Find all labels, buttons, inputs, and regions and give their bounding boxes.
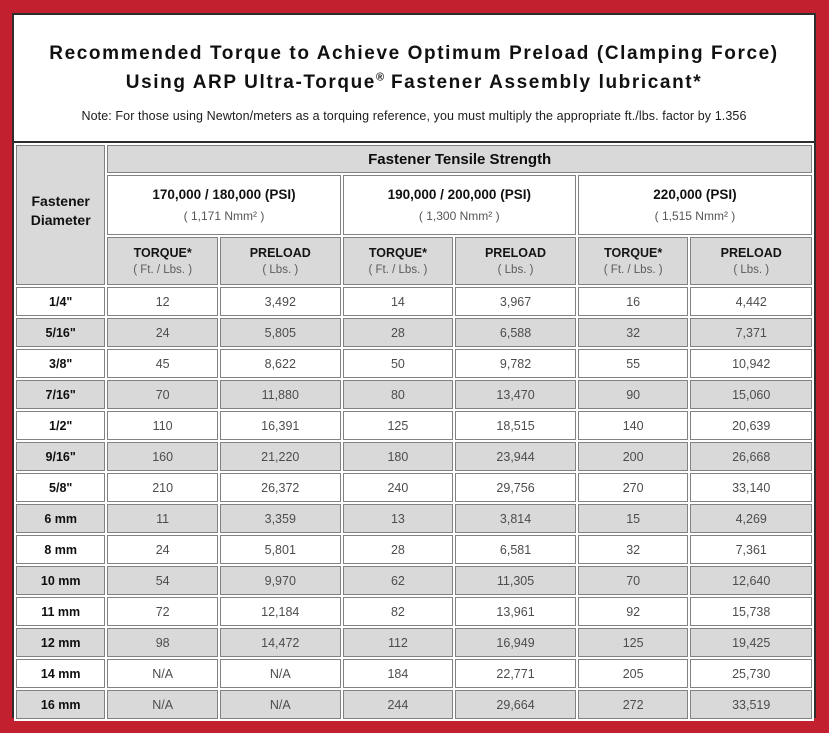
preload-value-cell: N/A	[220, 659, 341, 688]
torque-value-cell: 24	[107, 535, 218, 564]
torque-value-cell: N/A	[107, 690, 218, 719]
torque-value-cell: 240	[343, 473, 454, 502]
table-row	[16, 318, 812, 347]
nmm-rating-label: ( 1,171 Nmm² )	[183, 209, 265, 223]
table-row	[16, 628, 812, 657]
preload-label: PRELOAD	[249, 246, 311, 260]
torque-unit-label: ( Ft. / Lbs. )	[368, 264, 428, 276]
fastener-diameter-cell: 9/16"	[16, 442, 105, 471]
psi-rating-label: 190,000 / 200,000 (PSI)	[387, 187, 531, 202]
torque-value-cell: 11	[107, 504, 218, 533]
preload-value-cell: 16,949	[455, 628, 576, 657]
torque-value-cell: 80	[343, 380, 454, 409]
torque-value-cell: 272	[578, 690, 689, 719]
torque-value-cell: 16	[578, 287, 689, 316]
torque-value-cell: 140	[578, 411, 689, 440]
newton-meters-note: Note: For those using Newton/meters as a torquing reference, you must multiply the appropriate ft./lbs. factor by 1.356	[81, 109, 747, 124]
corner-label-line2: Diameter	[30, 212, 91, 228]
torque-value-cell: 62	[343, 566, 454, 595]
fastener-diameter-cell: 1/2"	[16, 411, 105, 440]
preload-value-cell: 3,814	[455, 504, 576, 533]
torque-value-cell: 13	[343, 504, 454, 533]
preload-value-cell: 14,472	[220, 628, 341, 657]
preload-value-cell: 12,640	[690, 566, 812, 595]
preload-value-cell: 15,060	[690, 380, 812, 409]
preload-value-cell: 5,805	[220, 318, 341, 347]
torque-value-cell: 14	[343, 287, 454, 316]
preload-unit-label: ( Lbs. )	[262, 264, 299, 276]
torque-value-cell: 98	[107, 628, 218, 657]
torque-value-cell: 125	[578, 628, 689, 657]
preload-value-cell: 3,359	[220, 504, 341, 533]
preload-value-cell: 20,639	[690, 411, 812, 440]
torque-value-cell: 28	[343, 318, 454, 347]
preload-value-cell: 26,668	[690, 442, 812, 471]
preload-column-header	[220, 237, 341, 285]
fastener-diameter-cell: 3/8"	[16, 349, 105, 378]
torque-column-header	[107, 237, 218, 285]
fastener-diameter-cell: 8 mm	[16, 535, 105, 564]
preload-value-cell: 21,220	[220, 442, 341, 471]
preload-value-cell: 8,622	[220, 349, 341, 378]
table-row	[16, 597, 812, 626]
torque-unit-label: ( Ft. / Lbs. )	[603, 264, 663, 276]
table-row	[16, 566, 812, 595]
corner-label-line1: Fastener	[31, 193, 90, 210]
torque-value-cell: N/A	[107, 659, 218, 688]
preload-value-cell: 9,782	[455, 349, 576, 378]
fastener-diameter-cell: 12 mm	[16, 628, 105, 657]
preload-value-cell: 3,492	[220, 287, 341, 316]
torque-value-cell: 72	[107, 597, 218, 626]
table-row	[16, 473, 812, 502]
page-title-line-1: Recommended Torque to Achieve Optimum Preload (Clamping Force)	[49, 42, 779, 64]
torque-value-cell: 82	[343, 597, 454, 626]
torque-value-cell: 45	[107, 349, 218, 378]
torque-value-cell: 110	[107, 411, 218, 440]
preload-value-cell: 19,425	[690, 628, 812, 657]
strength-group-header-170-180	[107, 175, 340, 235]
preload-value-cell: 9,970	[220, 566, 341, 595]
preload-value-cell: 7,371	[690, 318, 812, 347]
fastener-diameter-cell: 1/4"	[16, 287, 105, 316]
preload-label: PRELOAD	[720, 246, 782, 260]
preload-value-cell: 29,756	[455, 473, 576, 502]
torque-value-cell: 244	[343, 690, 454, 719]
table-row	[16, 442, 812, 471]
preload-value-cell: 29,664	[455, 690, 576, 719]
preload-unit-label: ( Lbs. )	[733, 264, 770, 276]
torque-unit-label: ( Ft. / Lbs. )	[133, 264, 193, 276]
torque-label: TORQUE*	[604, 246, 663, 260]
torque-value-cell: 15	[578, 504, 689, 533]
fastener-diameter-cell: 11 mm	[16, 597, 105, 626]
table-row	[16, 535, 812, 564]
torque-value-cell: 180	[343, 442, 454, 471]
fastener-diameter-cell: 14 mm	[16, 659, 105, 688]
preload-value-cell: 11,305	[455, 566, 576, 595]
torque-value-cell: 28	[343, 535, 454, 564]
torque-preload-header-row	[16, 237, 812, 285]
preload-unit-label: ( Lbs. )	[497, 264, 534, 276]
torque-value-cell: 112	[343, 628, 454, 657]
torque-column-header	[343, 237, 454, 285]
table-body	[16, 287, 812, 719]
strength-group-header-190-200	[343, 175, 576, 235]
preload-value-cell: 15,738	[690, 597, 812, 626]
torque-column-header	[578, 237, 689, 285]
torque-value-cell: 210	[107, 473, 218, 502]
preload-value-cell: 4,442	[690, 287, 812, 316]
title-line2-text-cont: Fastener Assembly lubricant*	[384, 72, 703, 93]
table-row	[16, 504, 812, 533]
psi-rating-label: 220,000 (PSI)	[653, 187, 737, 202]
psi-rating-header-row	[16, 175, 812, 235]
torque-value-cell: 200	[578, 442, 689, 471]
preload-value-cell: 10,942	[690, 349, 812, 378]
preload-value-cell: 3,967	[455, 287, 576, 316]
torque-value-cell: 55	[578, 349, 689, 378]
torque-value-cell: 205	[578, 659, 689, 688]
preload-value-cell: 13,470	[455, 380, 576, 409]
preload-value-cell: 33,140	[690, 473, 812, 502]
torque-value-cell: 125	[343, 411, 454, 440]
torque-value-cell: 24	[107, 318, 218, 347]
torque-value-cell: 160	[107, 442, 218, 471]
preload-value-cell: 13,961	[455, 597, 576, 626]
content-panel	[12, 13, 816, 718]
fastener-diameter-cell: 5/16"	[16, 318, 105, 347]
torque-value-cell: 32	[578, 535, 689, 564]
preload-value-cell: 26,372	[220, 473, 341, 502]
table-row	[16, 380, 812, 409]
nmm-rating-label: ( 1,515 Nmm² )	[654, 209, 736, 223]
preload-label: PRELOAD	[484, 246, 547, 260]
strength-group-header-220	[578, 175, 812, 235]
torque-label: TORQUE*	[133, 246, 192, 260]
tensile-strength-header-row	[16, 145, 812, 173]
preload-value-cell: 6,588	[455, 318, 576, 347]
torque-value-cell: 270	[578, 473, 689, 502]
torque-spec-table	[14, 141, 814, 721]
table-row	[16, 690, 812, 719]
preload-value-cell: 18,515	[455, 411, 576, 440]
preload-value-cell: 33,519	[690, 690, 812, 719]
preload-value-cell: 4,269	[690, 504, 812, 533]
fastener-diameter-cell: 6 mm	[16, 504, 105, 533]
torque-value-cell: 50	[343, 349, 454, 378]
table-row	[16, 411, 812, 440]
preload-value-cell: 11,880	[220, 380, 341, 409]
preload-value-cell: 23,944	[455, 442, 576, 471]
fastener-diameter-cell: 10 mm	[16, 566, 105, 595]
page-title-line-2	[126, 68, 702, 97]
table-row	[16, 349, 812, 378]
torque-value-cell: 54	[107, 566, 218, 595]
psi-rating-label: 170,000 / 180,000 (PSI)	[152, 187, 296, 202]
title-line2-text: Using ARP Ultra-Torque	[125, 72, 376, 93]
torque-value-cell: 12	[107, 287, 218, 316]
title-area	[14, 15, 814, 141]
preload-value-cell: 22,771	[455, 659, 576, 688]
torque-value-cell: 70	[107, 380, 218, 409]
fastener-diameter-cell: 16 mm	[16, 690, 105, 719]
table-row	[16, 659, 812, 688]
table-row	[16, 287, 812, 316]
preload-column-header	[690, 237, 812, 285]
tensile-strength-header: Fastener Tensile Strength	[107, 145, 812, 173]
torque-label: TORQUE*	[368, 246, 427, 260]
torque-value-cell: 184	[343, 659, 454, 688]
preload-value-cell: 16,391	[220, 411, 341, 440]
torque-value-cell: 70	[578, 566, 689, 595]
torque-value-cell: 90	[578, 380, 689, 409]
preload-value-cell: 12,184	[220, 597, 341, 626]
corner-header-fastener-diameter	[16, 145, 105, 285]
fastener-diameter-cell: 5/8"	[16, 473, 105, 502]
preload-value-cell: 7,361	[690, 535, 812, 564]
preload-value-cell: 6,581	[455, 535, 576, 564]
preload-value-cell: 25,730	[690, 659, 812, 688]
fastener-diameter-cell: 7/16"	[16, 380, 105, 409]
torque-value-cell: 92	[578, 597, 689, 626]
preload-column-header	[455, 237, 576, 285]
torque-value-cell: 32	[578, 318, 689, 347]
registered-trademark-symbol: ®	[375, 71, 385, 84]
preload-value-cell: N/A	[220, 690, 341, 719]
nmm-rating-label: ( 1,300 Nmm² )	[418, 209, 500, 223]
preload-value-cell: 5,801	[220, 535, 341, 564]
